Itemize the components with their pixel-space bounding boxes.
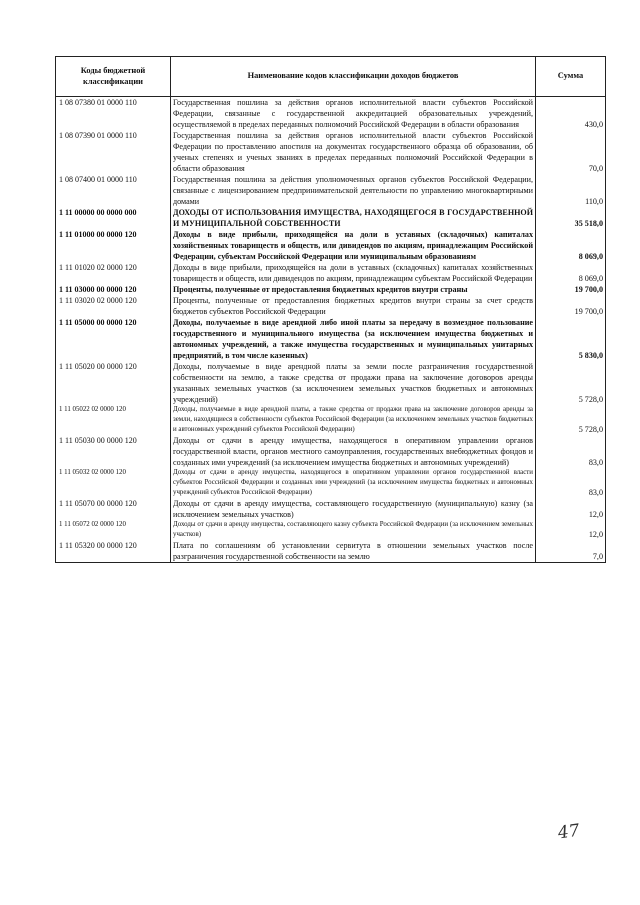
table-row [56,97,606,131]
row-name: Проценты, полученные от предоставления бюджетных кредитов внутри страны [171,284,536,295]
row-name: Государственная пошлина за действия органов исполнительной власти субъектов Российской Федерации по проставлению апостиля на документах государственного образца об образовании, об ученых степенях и ученых званиях в пределах переданных полномочий Российской Федерации в области образования [171,130,536,174]
row-code: 1 08 07400 01 0000 110 [56,174,171,207]
handwritten-page-number: 47 [556,820,581,844]
row-name: Доходы, получаемые в виде арендной платы за земли после разграничения государственной собственности на землю, а также средства от продажи права на заключение договоров аренды указанных земельных участков (за исключением земельных участков бюджетных и автономных учреждений) [171,361,536,405]
row-sum: 8 069,0 [536,262,606,284]
row-code: 1 11 05070 00 0000 120 [56,498,171,520]
row-code: 1 11 03020 02 0000 120 [56,295,171,317]
row-sum: 7,0 [536,540,606,563]
row-sum: 12,0 [536,520,606,540]
row-name: Проценты, полученные от предоставления бюджетных кредитов внутри страны за счет средств бюджетов субъектов Российской Федерации [171,295,536,317]
row-sum: 83,0 [536,435,606,468]
row-sum: 19 700,0 [536,295,606,317]
budget-table-sheet [55,56,605,563]
row-code: 1 08 07380 01 0000 110 [56,97,171,131]
row-name: Доходы от сдачи в аренду имущества, находящегося в оперативном управлении органов государственной власти, органов местного самоуправления, государственных внебюджетных фондов и созданных ими учреждений (за исключением имущества бюджетных и автономных учреждений) [171,435,536,468]
row-sum: 70,0 [536,130,606,174]
row-name: Плата по соглашениям об установлении сервитута в отношении земельных участков после разграничения государственной собственности на землю [171,540,536,563]
header-name: Наименование кодов классификации доходов бюджетов [171,57,536,97]
row-name: Доходы в виде прибыли, приходящейся на доли в уставных (складочных) капиталах хозяйственных товариществ и обществ, или дивидендов по акциям, принадлежащим Российской Федерации, субъектам Российской Федерации или муниципальным образованиям [171,229,536,262]
row-code: 1 11 05000 00 0000 120 [56,317,171,361]
table-row-subtotal [56,317,606,361]
row-code: 1 11 01020 02 0000 120 [56,262,171,284]
row-sum: 5 830,0 [536,317,606,361]
row-sum: 5 728,0 [536,361,606,405]
header-code: Коды бюджетной классификации [56,57,171,97]
row-name: Доходы от сдачи в аренду имущества, составляющего государственную (муниципальную) казну (за исключением земельных участков) [171,498,536,520]
table-row [56,435,606,468]
table-row [56,468,606,498]
table-row [56,262,606,284]
row-code: 1 08 07390 01 0000 110 [56,130,171,174]
table-row [56,130,606,174]
row-code: 1 11 05030 00 0000 120 [56,435,171,468]
table-row [56,498,606,520]
row-code: 1 11 05320 00 0000 120 [56,540,171,563]
row-name: Доходы в виде прибыли, приходящейся на доли в уставных (складочных) капиталах хозяйственных товариществ и обществ, или дивидендов по акциям, принадлежащим субъектам Российской Федерации [171,262,536,284]
row-sum: 83,0 [536,468,606,498]
table-row [56,520,606,540]
row-code: 1 11 03000 00 0000 120 [56,284,171,295]
table-header-row [56,57,606,97]
row-name: Доходы, получаемые в виде арендной либо иной платы за передачу в возмездное пользование государственного и муниципального имущества (за исключением имущества бюджетных и автономных учреждений, а также имущества государственных и муниципальных унитарных предприятий, в том числе казенных) [171,317,536,361]
row-sum: 12,0 [536,498,606,520]
row-sum: 8 069,0 [536,229,606,262]
row-sum: 110,0 [536,174,606,207]
row-code: 1 11 00000 00 0000 000 [56,207,171,229]
row-name: Государственная пошлина за действия органов исполнительной власти субъектов Российской Федерации, связанные с государственной аккредитацией образовательных учреждений, осуществляемой в пределах переданных полномочий Российской Федерации в области образования [171,97,536,131]
row-code: 1 11 05072 02 0000 120 [56,520,171,540]
row-code: 1 11 01000 00 0000 120 [56,229,171,262]
row-sum: 19 700,0 [536,284,606,295]
table-row-subtotal [56,284,606,295]
row-code: 1 11 05020 00 0000 120 [56,361,171,405]
header-sum: Сумма [536,57,606,97]
row-code: 1 11 05022 02 0000 120 [56,405,171,435]
row-name: Государственная пошлина за действия уполномоченных органов субъектов Российской Федерации, связанные с лицензированием предпринимательской деятельности по управлению многоквартирными домами [171,174,536,207]
table-row-subtotal [56,229,606,262]
row-name: Доходы от сдачи в аренду имущества, составляющего казну субъекта Российской Федерации (за исключением земельных участков) [171,520,536,540]
row-sum: 35 518,0 [536,207,606,229]
row-name: ДОХОДЫ ОТ ИСПОЛЬЗОВАНИЯ ИМУЩЕСТВА, НАХОДЯЩЕГОСЯ В ГОСУДАРСТВЕННОЙ И МУНИЦИПАЛЬНОЙ СОБСТВЕННОСТИ [171,207,536,229]
row-name: Доходы, получаемые в виде арендной платы, а также средства от продажи права на заключение договоров аренды за земли, находящиеся в собственности субъектов Российской Федерации (за исключением земельных участков бюджетных и автономных учреждений субъектов Российской Федерации) [171,405,536,435]
row-sum: 5 728,0 [536,405,606,435]
row-code: 1 11 05032 02 0000 120 [56,468,171,498]
table-row [56,540,606,563]
table-row [56,174,606,207]
table-row [56,361,606,405]
table-row-section [56,207,606,229]
row-name: Доходы от сдачи в аренду имущества, находящегося в оперативном управлении органов государственной власти субъектов Российской Федерации и созданных ими учреждений (за исключением имущества бюджетных и автономных учреждений субъектов Российской Федерации) [171,468,536,498]
row-sum: 430,0 [536,97,606,131]
budget-classification-table [55,56,606,563]
table-row [56,405,606,435]
table-row [56,295,606,317]
